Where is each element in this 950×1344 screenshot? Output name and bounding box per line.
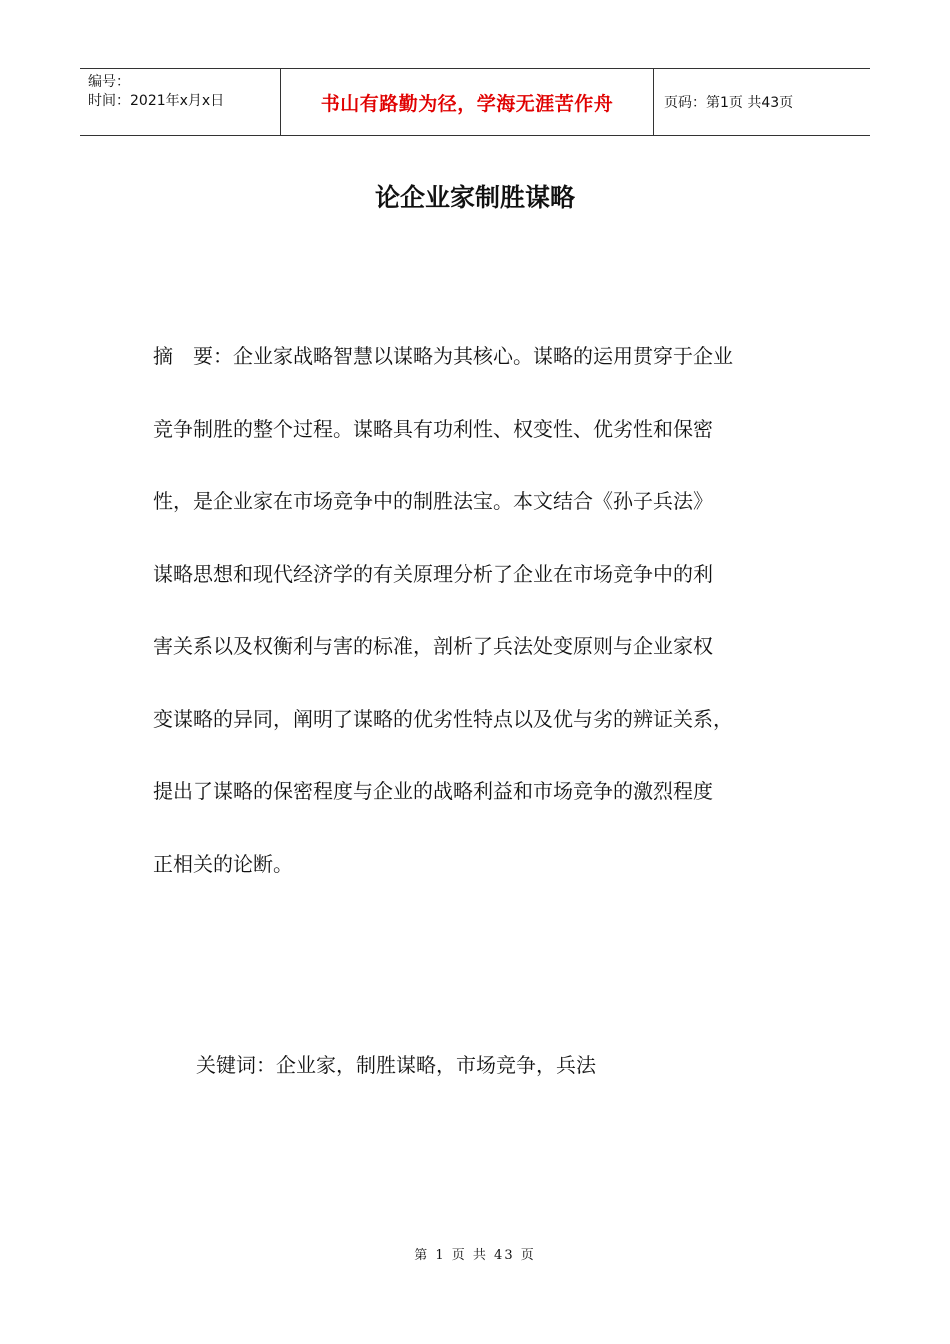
page-header xyxy=(80,68,870,136)
header-motto: 书山有路勤为径，学海无涯苦作舟 xyxy=(320,92,614,115)
header-meta xyxy=(80,69,281,135)
abstract-line: 变谋略的异同，阐明了谋略的优劣性特点以及优与劣的辨证关系， xyxy=(153,706,733,731)
header-motto-cell xyxy=(281,69,654,135)
abstract-line: 提出了谋略的保密程度与企业的战略利益和市场竞争的激烈程度 xyxy=(153,779,713,803)
page-footer: 第 1 页 共 43 页 xyxy=(414,1248,536,1263)
abstract-line: 正相关的论断。 xyxy=(153,851,293,876)
document-time-label: 时间：2021年x月x日 xyxy=(88,93,225,109)
abstract-line: 摘 要：企业家战略智慧以谋略为其核心。谋略的运用贯穿于企业 xyxy=(153,344,733,368)
abstract xyxy=(153,336,813,916)
keywords: 关键词：企业家，制胜谋略，市场竞争，兵法 xyxy=(196,1053,596,1077)
abstract-line: 害关系以及权衡利与害的标准，剖析了兵法处变原则与企业家权 xyxy=(153,634,713,658)
abstract-line: 性，是企业家在市场竞争中的制胜法宝。本文结合《孙子兵法》 xyxy=(153,489,713,513)
document-title: 论企业家制胜谋略 xyxy=(374,183,575,212)
document-number-label: 编号： xyxy=(88,74,130,90)
abstract-line: 谋略思想和现代经济学的有关原理分析了企业在市场竞争中的利 xyxy=(153,561,713,586)
abstract-line: 竞争制胜的整个过程。谋略具有功利性、权变性、优劣性和保密 xyxy=(153,416,713,441)
header-page-info: 页码：第1页 共43页 xyxy=(664,95,794,111)
